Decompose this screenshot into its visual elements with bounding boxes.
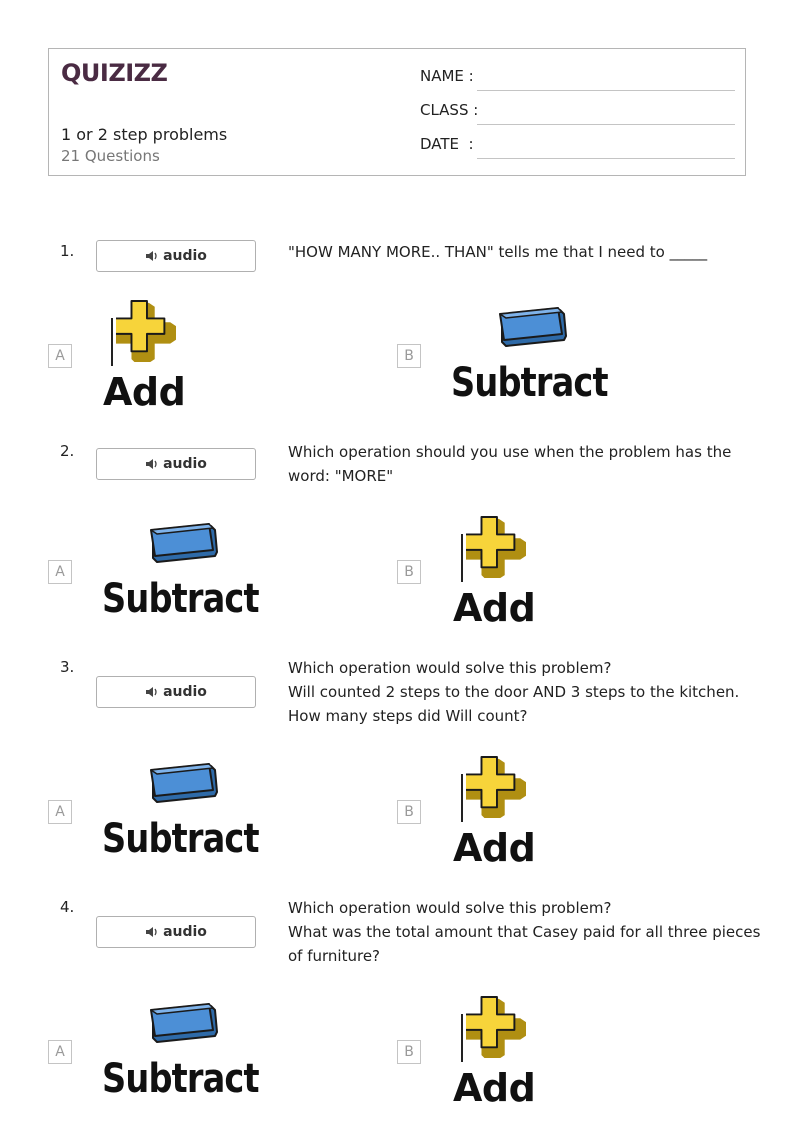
question-4-line-1: Which operation would solve this problem? (288, 899, 612, 917)
minus-icon (498, 304, 568, 348)
question-3-option-a-letter[interactable]: A (48, 800, 72, 824)
question-4-line-2: What was the total amount that Casey paid for all three pieces (288, 923, 761, 941)
plus-icon (466, 756, 526, 818)
plus-icon (466, 996, 526, 1058)
question-2-line-1: Which operation should you use when the problem has the (288, 443, 732, 461)
question-4-number: 4. (60, 898, 75, 916)
question-1-option-b-image[interactable] (445, 298, 615, 408)
question-3-option-a-image[interactable] (96, 754, 266, 864)
question-1-option-a-letter[interactable]: A (48, 344, 72, 368)
audio-label: audio (163, 456, 207, 472)
date-field[interactable] (420, 135, 735, 159)
question-1-option-a-image[interactable] (100, 296, 200, 416)
option-word: Subtract (102, 576, 259, 622)
question-3-line-3: How many steps did Will count? (288, 707, 528, 725)
question-4-text (288, 896, 761, 968)
question-4-line-3: of furniture? (288, 947, 381, 965)
question-2-option-b-image[interactable] (450, 512, 550, 632)
option-word: Subtract (451, 360, 608, 406)
question-1-option-b-letter[interactable]: B (397, 344, 421, 368)
option-word: Add (453, 1066, 536, 1110)
question-1-number: 1. (60, 242, 75, 260)
date-label: DATE : (420, 135, 474, 153)
speaker-icon (145, 250, 158, 262)
class-field[interactable] (420, 101, 735, 125)
quizizz-logo: QUIZIZZ (61, 59, 168, 87)
question-4-option-a-image[interactable] (96, 994, 266, 1104)
question-3-text (288, 656, 748, 728)
question-3-number: 3. (60, 658, 75, 676)
audio-label: audio (163, 684, 207, 700)
question-1-line-1: "HOW MANY MORE.. THAN" tells me that I need to _____ (288, 243, 708, 261)
option-word: Add (103, 370, 186, 414)
name-label: NAME : (420, 67, 474, 85)
class-line[interactable] (477, 124, 735, 125)
minus-icon (149, 520, 219, 564)
question-3-line-1: Which operation would solve this problem? (288, 659, 612, 677)
plus-icon (466, 516, 526, 578)
question-3-option-b-letter[interactable]: B (397, 800, 421, 824)
audio-label: audio (163, 924, 207, 940)
question-2-option-b-letter[interactable]: B (397, 560, 421, 584)
speaker-icon (145, 686, 158, 698)
question-4-option-b-letter[interactable]: B (397, 1040, 421, 1064)
class-label: CLASS : (420, 101, 479, 119)
name-field[interactable] (420, 67, 735, 91)
speaker-icon (145, 458, 158, 470)
option-word: Subtract (102, 1056, 259, 1102)
audio-label: audio (163, 248, 207, 264)
question-2-option-a-image[interactable] (96, 514, 266, 624)
question-3-option-b-image[interactable] (450, 752, 550, 872)
date-line[interactable] (477, 158, 735, 159)
question-2-audio-button[interactable] (96, 448, 256, 480)
question-2-line-2: word: "MORE" (288, 467, 394, 485)
minus-icon (149, 760, 219, 804)
plus-icon (116, 300, 176, 362)
question-2-option-a-letter[interactable]: A (48, 560, 72, 584)
question-3-audio-button[interactable] (96, 676, 256, 708)
question-4-option-b-image[interactable] (450, 992, 550, 1112)
question-4-audio-button[interactable] (96, 916, 256, 948)
question-3-line-2: Will counted 2 steps to the door AND 3 steps to the kitchen. (288, 683, 740, 701)
question-1-text (288, 240, 748, 264)
worksheet-header (48, 48, 746, 176)
question-2-text (288, 440, 748, 488)
option-word: Add (453, 826, 536, 870)
question-count: 21 Questions (61, 147, 160, 165)
option-word: Subtract (102, 816, 259, 862)
speaker-icon (145, 926, 158, 938)
question-2-number: 2. (60, 442, 75, 460)
minus-icon (149, 1000, 219, 1044)
worksheet-title: 1 or 2 step problems (61, 125, 228, 144)
option-word: Add (453, 586, 536, 630)
question-4-option-a-letter[interactable]: A (48, 1040, 72, 1064)
name-line[interactable] (477, 90, 735, 91)
question-1-audio-button[interactable] (96, 240, 256, 272)
